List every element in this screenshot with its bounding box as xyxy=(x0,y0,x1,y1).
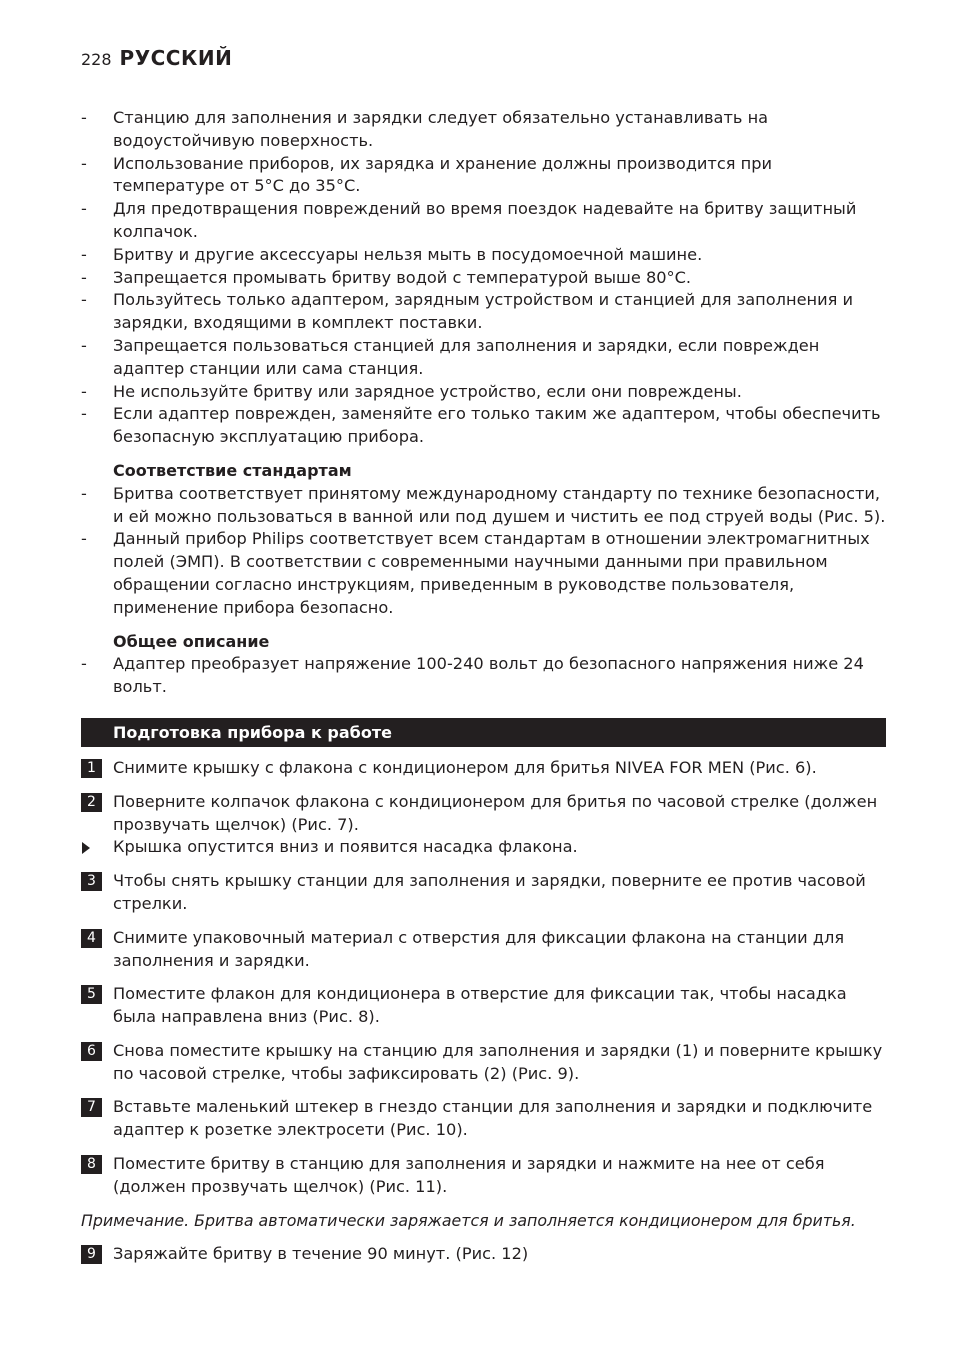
step-item xyxy=(81,757,886,780)
list-item: - Адаптер преобразует напряжение 100-240 вольт до безопасного напряжения ниже 24 вольт. xyxy=(81,654,864,697)
general-bullet-list xyxy=(81,653,886,699)
step-number: 4 xyxy=(81,929,102,948)
step-item xyxy=(81,1096,886,1142)
step-item xyxy=(81,870,886,916)
step-number: 5 xyxy=(81,985,102,1004)
step-number: 6 xyxy=(81,1042,102,1061)
step-number: 8 xyxy=(81,1155,102,1174)
step-item xyxy=(81,983,886,1029)
step-number: 9 xyxy=(81,1245,102,1264)
list-item: - Станцию для заполнения и зарядки следует обязательно устанавливать на водоустойчивую поверхность. xyxy=(81,108,769,150)
step-text: Чтобы снять крышку станции для заполнения и зарядки, поверните ее против часовой стрелки. xyxy=(113,871,866,913)
list-item: - Запрещается промывать бритву водой с температурой выше 80°C. xyxy=(81,267,692,287)
step-text: Снимите крышку с флакона с кондиционером для бритья NIVEA FOR MEN (Рис. 6). xyxy=(113,757,817,777)
step-item xyxy=(81,1153,886,1199)
result-arrow-icon xyxy=(82,842,90,854)
note-text: Примечание. Бритва автоматически заряжается и заполняется кондиционером для бритья. xyxy=(81,1210,856,1230)
compliance-heading: Соответствие стандартам xyxy=(113,460,352,480)
general-heading: Общее описание xyxy=(113,631,270,651)
step-text: Поместите бритву в станцию для заполнения и зарядки и нажмите на нее от себя (должен прозвучать щелчок) (Рис. 11). xyxy=(113,1154,825,1196)
step-item xyxy=(81,1243,886,1266)
intro-bullet-list xyxy=(81,107,886,449)
step-text: Заряжайте бритву в течение 90 минут. (Рис. 12) xyxy=(113,1244,529,1264)
preparation-section-heading: Подготовка прибора к работе xyxy=(81,718,886,747)
list-item: - Использование приборов, их зарядка и хранение должны производится при температуре от 5°C до 35°C. xyxy=(81,153,773,196)
page-content xyxy=(81,107,886,1266)
page-header xyxy=(81,46,232,76)
page-number: 228 xyxy=(81,50,112,69)
list-item: - Пользуйтесь только адаптером, зарядным устройством и станцией для заполнения и зарядки, входящими в комплект поставки. xyxy=(81,290,854,333)
steps-list xyxy=(81,757,886,1199)
step-item xyxy=(81,791,886,837)
step-text: Снова поместите крышку на станцию для заполнения и зарядки (1) и поверните крышку по часовой стрелке, чтобы зафиксировать (2) (Рис. 9). xyxy=(113,1040,883,1083)
step-result: Крышка опустится вниз и появится насадка флакона. xyxy=(81,836,886,859)
step-number: 3 xyxy=(81,872,102,891)
step-text: Снимите упаковочный материал с отверстия для фиксации флакона на станции для заполнения и зарядки. xyxy=(113,927,845,970)
step-text: Поместите флакон для кондиционера в отверстие для фиксации так, чтобы насадка была направлена вниз (Рис. 8). xyxy=(113,984,847,1027)
compliance-bullet-list xyxy=(81,483,886,620)
step-number: 2 xyxy=(81,793,102,812)
list-item: - Запрещается пользоваться станцией для заполнения и зарядки, если поврежден адаптер станции или сама станция. xyxy=(81,335,820,378)
language-title: РУССКИЙ xyxy=(119,46,233,70)
list-item: - Не используйте бритву или зарядное устройство, если они повреждены. xyxy=(81,381,742,401)
step-number: 1 xyxy=(81,759,102,778)
step-text: Поверните колпачок флакона с кондиционером для бритья по часовой стрелке (должен прозвучать щелчок) (Рис. 7). xyxy=(113,791,878,834)
list-item: - Бритву и другие аксессуары нельзя мыть в посудомоечной машине. xyxy=(81,244,703,264)
list-item: - Для предотвращения повреждений во время поездок надевайте на бритву защитный колпачок. xyxy=(81,199,857,241)
step-item xyxy=(81,1040,886,1086)
list-item: - Если адаптер поврежден, заменяйте его только таким же адаптером, чтобы обеспечить безопасную эксплуатацию прибора. xyxy=(81,404,881,447)
list-item: - Бритва соответствует принятому международному стандарту по технике безопасности, и ей можно пользоваться в ванной или под душем и чистить ее под струей воды (Рис. 5). xyxy=(81,483,886,526)
list-item: - Данный прибор Philips соответствует всем стандартам в отношении электромагнитных полей (ЭМП). В соответствии с современными научными данными при правильном обращении согласно инструкциям, приведенным в руководстве пользователя, применение прибора безопасно. xyxy=(81,529,870,617)
step-item xyxy=(81,927,886,973)
step-text: Вставьте маленький штекер в гнездо станции для заполнения и зарядки и подключите адаптер к розетке электросети (Рис. 10). xyxy=(113,1097,873,1140)
step-number: 7 xyxy=(81,1098,102,1117)
